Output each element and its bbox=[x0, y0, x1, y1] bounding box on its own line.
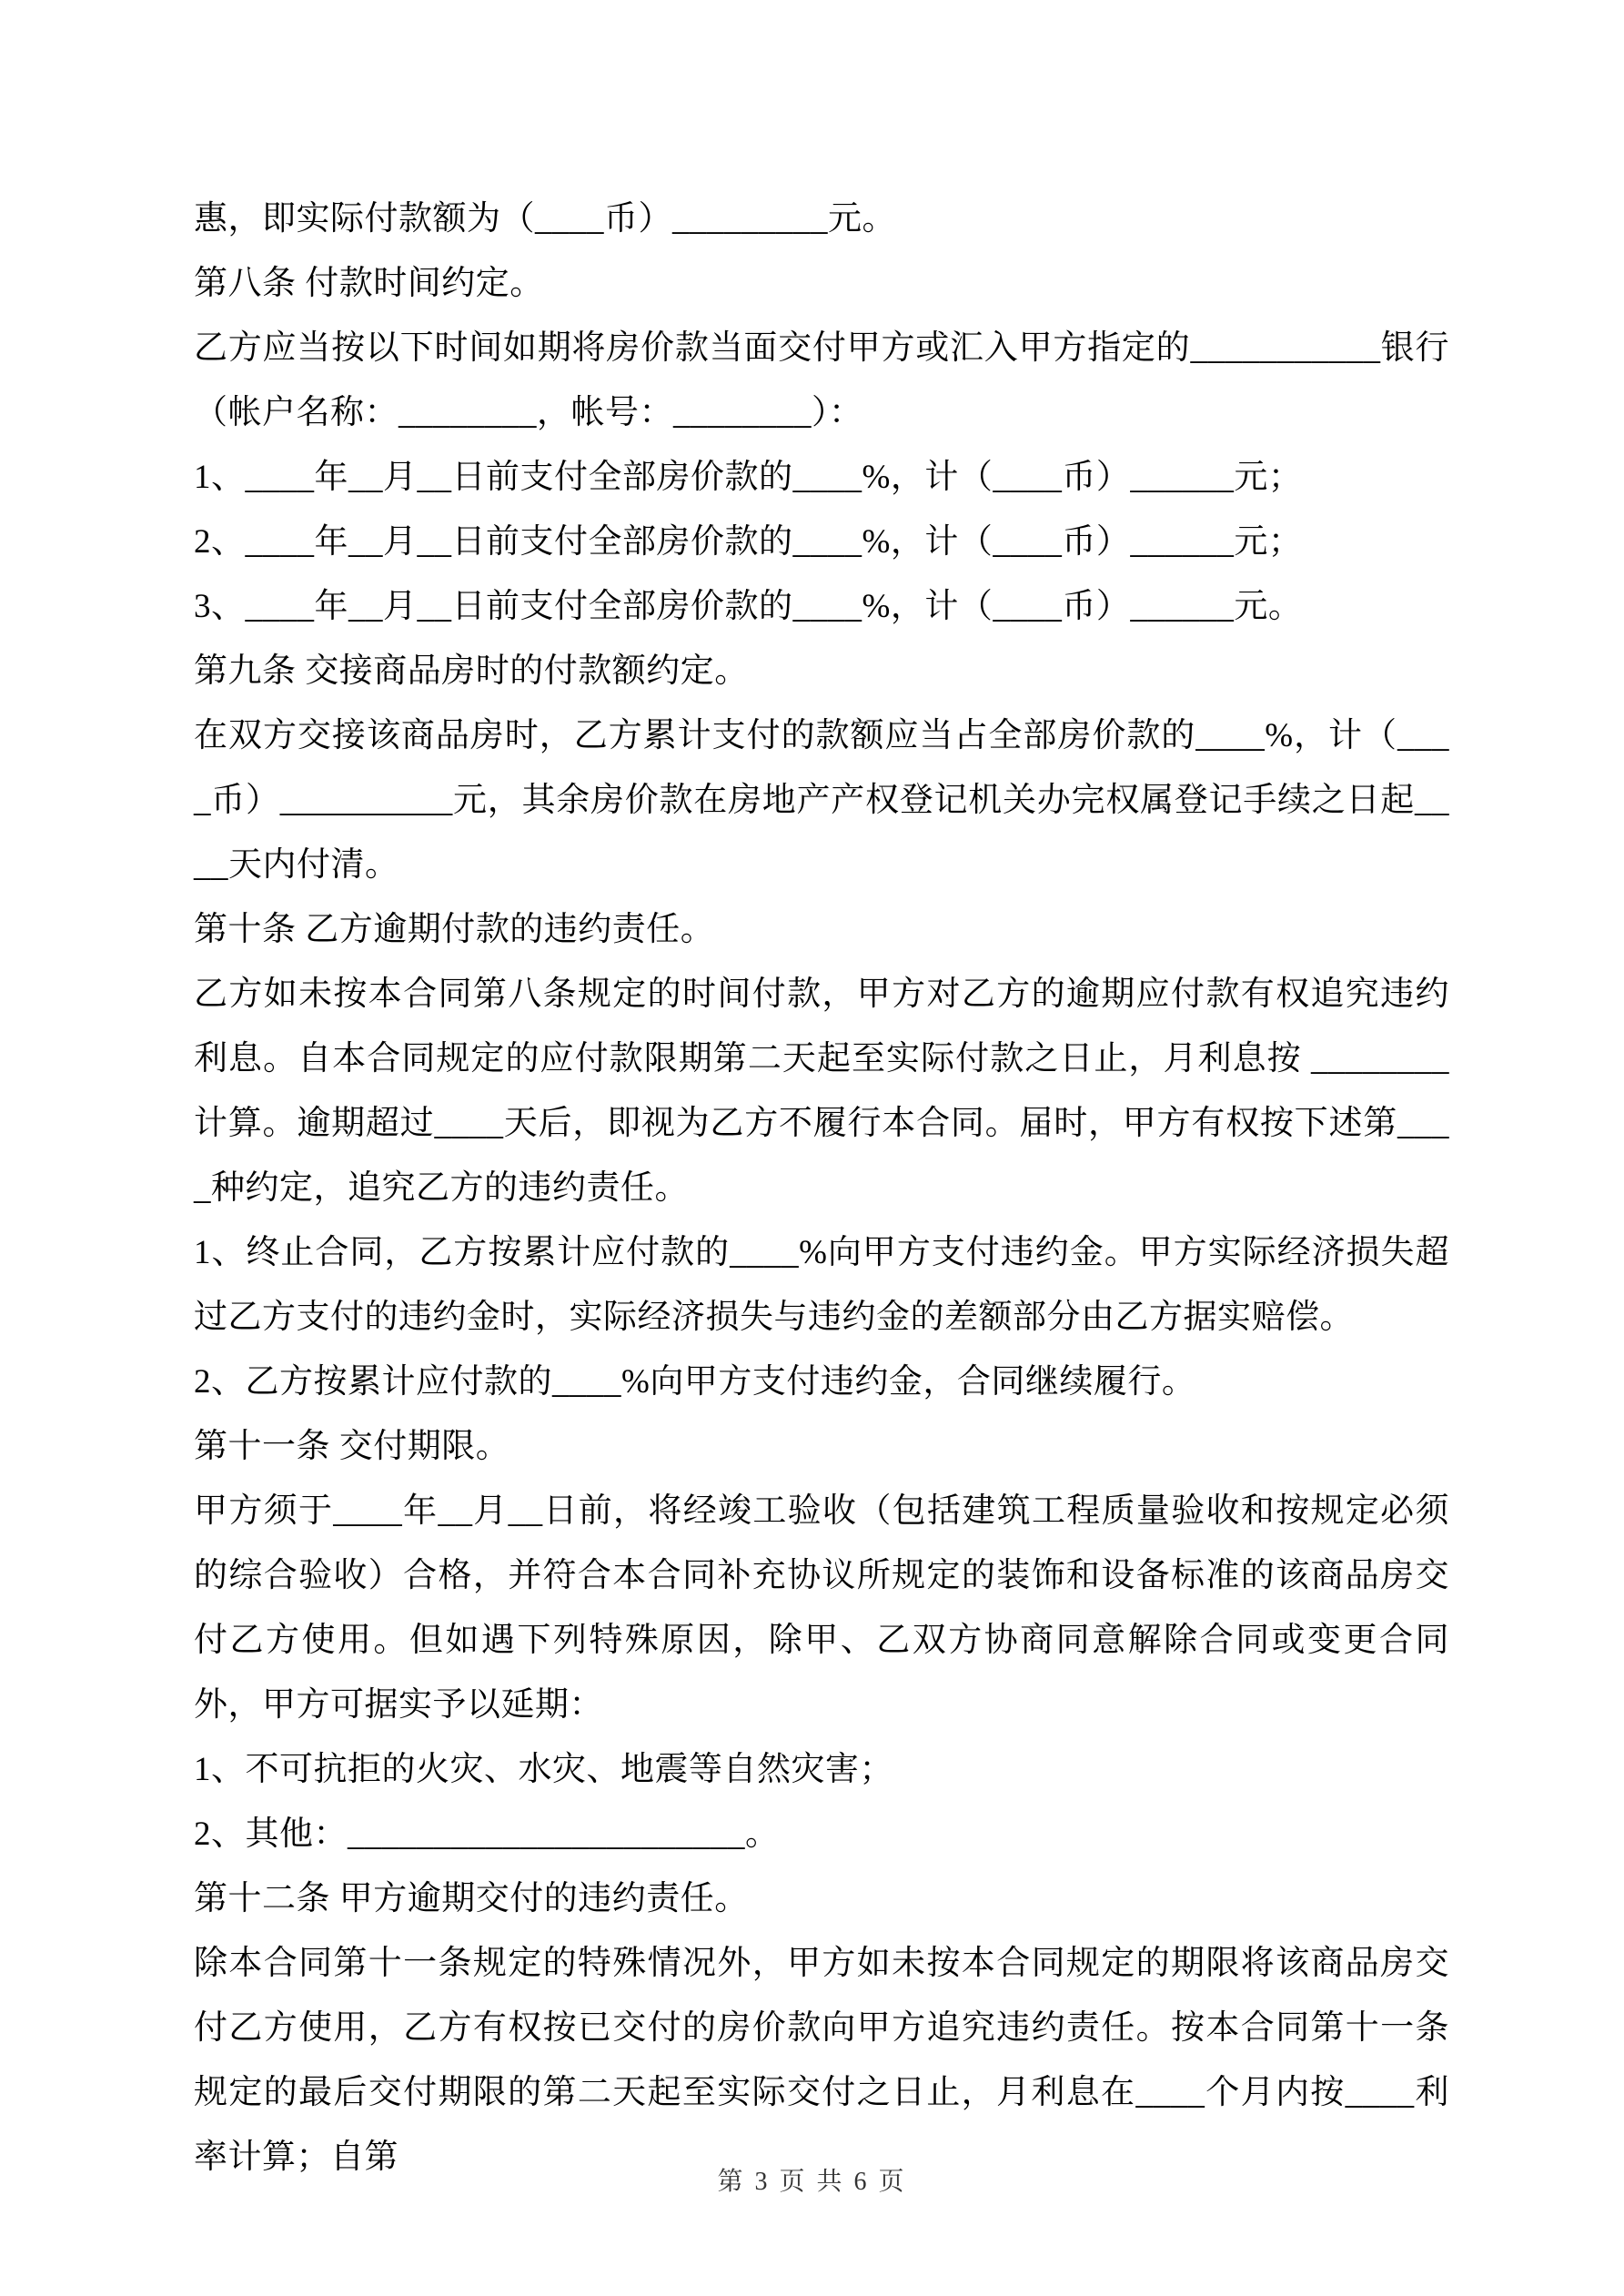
clause-10-item-2: 2、乙方按累计应付款的____%向甲方支付违约金，合同继续履行。 bbox=[194, 1363, 1196, 1401]
clause-9-body: 在双方交接该商品房时，乙方累计支付的款额应当占全部房价款的____%，计（____币）__________元，其余房价款在房地产产权登记机关办完权属登记手续之日起____天内付清。 bbox=[194, 717, 1449, 884]
clause-8-item-3: 3、____年__月__日前支付全部房价款的____%，计（____币）______元。 bbox=[194, 588, 1303, 625]
clause-9-heading: 第九条 交接商品房时的付款额约定。 bbox=[194, 652, 749, 690]
clause-10-body: 乙方如未按本合同第八条规定的时间付款，甲方对乙方的逾期应付款有权追究违约利息。自本合同规定的应付款限期第二天起至实际付款之日止，月利息按 ________计算。逾期超过____天后，即视为乙方不履行本合同。届时，甲方有权按下述第____种约定，追究乙方的违约责任。 bbox=[194, 976, 1449, 1207]
page-footer: 第 3 页 共 6 页 bbox=[717, 2168, 907, 2196]
clause-8-item-2: 2、____年__月__日前支付全部房价款的____%，计（____币）______元； bbox=[194, 523, 1303, 561]
clause-11-item-1: 1、不可抗拒的火灾、水灾、地震等自然灾害； bbox=[194, 1751, 893, 1788]
clause-10-heading: 第十条 乙方逾期付款的违约责任。 bbox=[194, 911, 715, 948]
clause-11-heading: 第十一条 交付期限。 bbox=[194, 1428, 510, 1465]
clause-8-body: 乙方应当按以下时间如期将房价款当面交付甲方或汇入甲方指定的___________银行（帐户名称：________，帐号：________）： bbox=[194, 329, 1449, 431]
clause-11-item-2: 2、其他：_______________________。 bbox=[194, 1816, 780, 1853]
paragraph-continuation: 惠，即实际付款额为（____币）_________元。 bbox=[194, 200, 896, 238]
contract-body bbox=[194, 187, 1449, 2190]
clause-10-item-1: 1、终止合同，乙方按累计应付款的____%向甲方支付违约金。甲方实际经济损失超过乙方支付的违约金时，实际经济损失与违约金的差额部分由乙方据实赔偿。 bbox=[194, 1234, 1449, 1336]
clause-8-item-1: 1、____年__月__日前支付全部房价款的____%，计（____币）______元； bbox=[194, 459, 1303, 496]
clause-12-heading: 第十二条 甲方逾期交付的违约责任。 bbox=[194, 1880, 749, 1917]
clause-11-body: 甲方须于____年__月__日前，将经竣工验收（包括建筑工程质量验收和按规定必须的综合验收）合格，并符合本合同补充协议所规定的装饰和设备标准的该商品房交付乙方使用。但如遇下列特殊原因，除甲、乙双方协商同意解除合同或变更合同外，甲方可据实予以延期： bbox=[194, 1492, 1449, 1724]
clause-8-heading: 第八条 付款时间约定。 bbox=[194, 265, 544, 302]
clause-12-body: 除本合同第十一条规定的特殊情况外，甲方如未按本合同规定的期限将该商品房交付乙方使用，乙方有权按已交付的房价款向甲方追究违约责任。按本合同第十一条规定的最后交付期限的第二天起至实际交付之日止，月利息在____个月内按____利率计算；自第 bbox=[194, 1945, 1449, 2176]
